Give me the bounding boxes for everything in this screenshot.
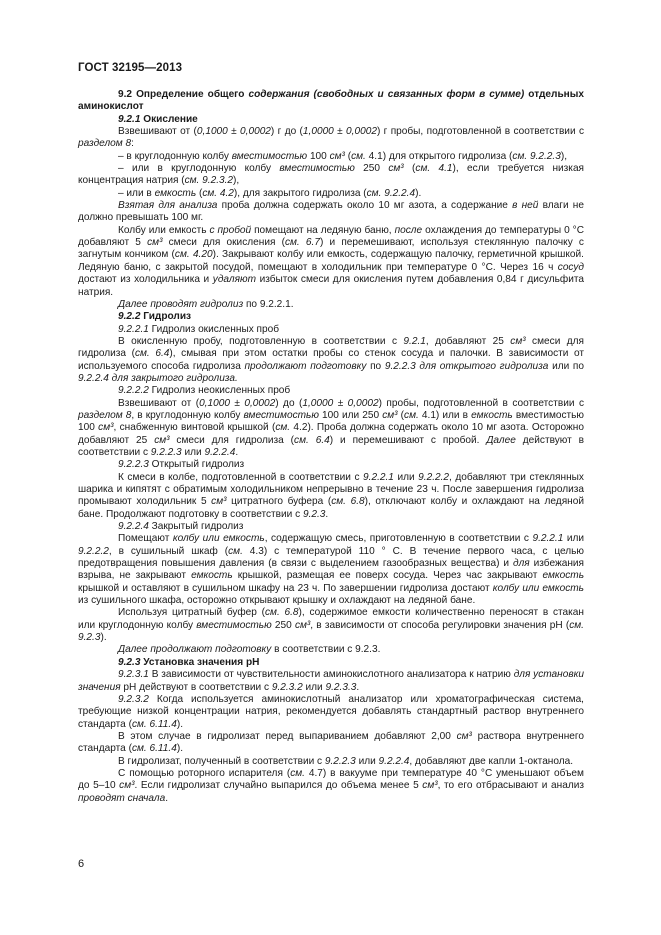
text-run: см. 6.4 [134, 348, 170, 360]
text-run: 9.2.2.2 [78, 545, 109, 557]
text-run: Установка значения pH [140, 656, 260, 668]
text-run: см³ [147, 237, 163, 249]
paragraph-oxidation-procedure [78, 225, 584, 299]
text-run: вместимостью [243, 409, 319, 421]
text-run: 9.2.2.1 [532, 533, 564, 545]
text-run: 100 или 250 [318, 409, 383, 421]
text-run: с пробой [209, 224, 252, 236]
text-run: вместимостью 100 [78, 409, 585, 434]
text-run: удаляют [212, 274, 257, 286]
text-run: ( [196, 187, 203, 199]
text-run: В гидролизат, полученный в соответствии с [118, 755, 325, 767]
text-run: Взвешивают от ( [118, 397, 200, 409]
text-run: – в круглодонную колбу [118, 150, 232, 162]
text-run: ( [403, 163, 416, 175]
text-run: см³ [388, 163, 404, 175]
text-run: см. [351, 150, 366, 162]
text-run: ) г пробы, подготовленной в соответствии с [376, 126, 584, 138]
text-run: влаги не должно превышать 100 мг. [78, 200, 584, 224]
text-run: отдельных аминокислот [78, 89, 584, 113]
text-run: см. 4.20 [174, 249, 213, 261]
text-run: для [513, 558, 530, 570]
text-run: ) пробы, подготовленной в соответствии с [378, 397, 584, 409]
text-run: – или в [118, 187, 155, 199]
paragraph-unoxidized-hydrolysis [78, 398, 584, 460]
text-run: В окисленную пробу, подготовленную в соответствии с [118, 335, 404, 347]
text-run: 9.2.1 [403, 335, 426, 347]
text-run: , добавляют 25 [425, 335, 511, 347]
text-run: ). [100, 632, 107, 644]
list-item-low-sodium [78, 163, 584, 188]
text-run: 4.3) с температурой 110 ° С. В течение первого часа, с целью предотвращения повышения давления (в связи с выделением газообразных вещества) и [78, 545, 584, 570]
text-run: Гидролиз окисленных проб [148, 323, 280, 335]
text-run: см³ [119, 780, 135, 792]
text-run: емкость [542, 570, 585, 582]
text-run: см³ [510, 335, 526, 347]
text-run: 9.2.2.4 для закрытого гидролиза. [78, 372, 238, 384]
text-run: см³ [294, 619, 311, 631]
text-run: см. [228, 545, 243, 557]
text-run: 9.2.2.3 [118, 459, 149, 471]
text-run: см. [275, 422, 291, 434]
clause-heading-9-2-2-4 [78, 521, 584, 533]
subsection-heading-9-2-1 [78, 114, 584, 126]
text-run: 9.2.2.3 [324, 755, 356, 767]
text-run: , то его отбрасывают и анализ [437, 780, 584, 792]
text-run: проводят сначала [78, 792, 166, 804]
text-run: см. 6.8 [264, 607, 299, 619]
text-run: 9.2.2.4 [118, 521, 149, 533]
text-run: ). Закрывают колбу или емкость, содержащую палочку, герметичной крышкой. Ледяную баню, с закрытой посудой, помещают в холодильник при температуре 0 °С. Через 16 ч [78, 249, 584, 273]
text-run: крышкой и оставляют в сушильном шкафу на 23 ч. По завершении гидролиза достают [78, 582, 493, 594]
clause-heading-9-2-2-3 [78, 459, 584, 471]
text-run: см³ [382, 409, 398, 421]
document-code-header: ГОСТ 32195—2013 [78, 62, 183, 74]
text-run: , снабженную винтовой крышкой ( [113, 422, 276, 434]
text-run: 9.2.3 [118, 656, 141, 668]
text-run: ), [233, 175, 240, 187]
text-run: вместимостью [231, 150, 308, 162]
text-run: , добавляют три стеклянных шарика и кипятят с обратимым холодильником непрерывно в течение 23 ч. После завершения гидролиза промывают холодильник 5 [78, 471, 584, 508]
text-run: 9.2.2.1 [363, 471, 394, 483]
text-run: ) и перемешивают с пробой. [329, 434, 487, 446]
section-heading-9-2 [78, 89, 584, 114]
text-run: 9.2.2.3 [150, 446, 182, 458]
text-run: или [302, 681, 326, 693]
text-run: . [165, 792, 169, 804]
text-run: : [131, 138, 134, 150]
paragraph-weigh-sample [78, 126, 584, 151]
text-run: проба должна содержать около 10 мг азота, а содержание [217, 200, 513, 212]
text-run: , содержащую смесь, приготовленную в соответствии с [264, 533, 533, 545]
paragraph-closed-hydrolysis [78, 533, 584, 607]
paragraph-sample-nitrogen [78, 200, 584, 225]
text-run: см. [404, 409, 419, 421]
text-run: или [355, 755, 379, 767]
text-run: смеси для гидролиза ( [169, 434, 295, 446]
text-run: см³ [456, 730, 472, 742]
text-run: действуют в соответствии с [78, 434, 585, 458]
clause-9-2-3-1 [78, 669, 584, 694]
text-run: колбу или емкость [492, 582, 584, 594]
text-run: 0,1000 ± 0,0002 [199, 397, 276, 409]
text-run: ), [560, 150, 568, 162]
text-run: ). [176, 718, 183, 730]
paragraph-oxidized-hydrolysis [78, 336, 584, 385]
text-run: см³ [98, 422, 114, 434]
text-run: содержания (свободных и связанных форм в сумме) [248, 89, 525, 100]
text-run: 9.2.2.3 для открытого гидролиза [384, 360, 549, 372]
text-run: Далее проводят гидролиз [118, 298, 244, 310]
text-run: продолжают подготовку [244, 360, 367, 372]
text-run: избыток смеси для окисления путем добавления 0,84 г дисульфита натрия. [78, 274, 585, 298]
text-run: – или в круглодонную колбу [118, 163, 280, 175]
text-run: ( [344, 150, 352, 162]
text-run: см³ [211, 496, 227, 508]
text-run: см. 6.4 [294, 434, 330, 446]
text-run: К смеси в колбе, подготовленной в соответствии с [118, 471, 364, 483]
text-run: 9.2.3.1 [118, 669, 149, 681]
text-run: ). [415, 187, 422, 199]
text-run: 4.7) в вакууме при температуре 40 °С уменьшают объем до 5–10 [78, 767, 584, 792]
text-run: ) г до ( [270, 126, 303, 138]
text-run: разделом 8 [78, 409, 132, 421]
text-run: крышкой, размещая ее поверх сосуда. Через час закрывают [232, 570, 543, 582]
paragraph-next-hydrolysis [78, 299, 584, 311]
text-run: 0,1000 ± 0,0002 [196, 126, 271, 138]
subsection-heading-9-2-3 [78, 657, 584, 669]
text-run: Взятая для анализа [118, 200, 218, 212]
text-run: вместимостью [279, 163, 355, 175]
text-run: 100 [307, 150, 330, 162]
text-run: 1,0000 ± 0,0002 [302, 397, 379, 409]
text-run: 250 [271, 619, 295, 631]
text-run: ). [176, 743, 183, 755]
clause-heading-9-2-2-2 [78, 385, 584, 397]
text-run: см³ [422, 780, 438, 792]
text-run: или [393, 471, 419, 483]
text-run: см. 9.2.3.2 [184, 175, 234, 187]
text-run: см. 4.1 [415, 163, 453, 175]
text-run: 4.1) для открытого гидролиза ( [365, 150, 513, 162]
text-run: по [366, 360, 385, 372]
text-run: емкость [154, 187, 197, 199]
text-run: Далее [486, 434, 516, 446]
page-number: 6 [78, 858, 85, 870]
text-run: в ней [512, 200, 539, 212]
text-run: 9.2.2.1 [118, 323, 149, 335]
text-run: охлаждения до температуры 0 °С добавляют 5 [78, 224, 584, 249]
text-run: . Если гидролизат случайно выпарился до объема менее 5 [134, 780, 423, 792]
text-run: , в круглодонную колбу [131, 409, 244, 421]
text-run: см. 6.11.4 [131, 743, 177, 755]
subsection-heading-9-2-2 [78, 311, 584, 323]
text-run: 9.2.2 [118, 311, 141, 323]
text-run: 9.2.3.2 [271, 681, 303, 693]
text-run: С помощью роторного испарителя ( [118, 767, 291, 779]
list-item-closed-hydrolysis [78, 188, 584, 200]
text-run: см. 6.7 [284, 237, 320, 249]
text-run: раствора внутреннего стандарта ( [78, 730, 584, 755]
text-run: в соответствии с 9.2.3. [271, 644, 381, 656]
text-run: , добавляют две капли 1-октанола. [409, 755, 574, 767]
text-run: Далее продолжают подготовку [118, 644, 272, 656]
text-run: см. 4.2 [202, 187, 234, 199]
text-run: сосуд [557, 261, 584, 273]
text-run: Гидролиз [140, 311, 192, 323]
text-run: 9.2.2.2 [418, 471, 450, 483]
text-run: Открытый гидролиз [148, 459, 245, 471]
text-run: . [235, 446, 239, 458]
text-run: 9.2.1 [118, 113, 141, 125]
text-run: или [563, 533, 584, 545]
text-run: Гидролиз неокисленных проб [148, 385, 291, 397]
text-run: 250 [354, 163, 389, 175]
text-run: , в зависимости от способа регулировки значения pH ( [310, 619, 570, 631]
text-run: ) и перемешивают, используя стеклянную палочку с загнутым кончиком ( [78, 237, 584, 261]
paragraph-octanol [78, 756, 584, 768]
text-run: для установки значения [78, 669, 584, 693]
text-run: Окисление [140, 113, 198, 125]
text-run: 9.2.3 [302, 508, 326, 520]
text-run: см³ [154, 434, 170, 446]
text-run: 9.2.2.4 [204, 446, 236, 458]
text-run: емкость [191, 570, 233, 582]
list-item-open-hydrolysis [78, 151, 584, 163]
text-run: ( [397, 409, 405, 421]
clause-heading-9-2-2-1 [78, 324, 584, 336]
text-run: pH действуют в соответствии с [120, 681, 272, 693]
text-run: Закрытый гидролиз [148, 521, 244, 533]
text-run: смеси для окисления ( [162, 237, 285, 249]
clause-9-2-3-2 [78, 694, 584, 731]
text-run: Взвешивают от ( [118, 126, 197, 138]
text-run: Когда используется аминокислотный анализатор или хроматографическая система, требующие низкой концентрации натрия, рекомендуется добавлять стандартный раствор внутреннего стандарта ( [78, 693, 584, 730]
paragraph-citrate-transfer [78, 607, 584, 644]
text-run: , в сушильный шкаф ( [108, 545, 229, 557]
text-run: см. 6.11.4 [131, 718, 177, 730]
text-run: 9.2.3.2 [118, 693, 149, 705]
text-run: колбу или емкость [172, 533, 265, 545]
text-run: после [394, 224, 423, 236]
text-run: В зависимости от чувствительности аминокислотного анализатора к натрию [148, 669, 514, 681]
text-run: см. 9.2.3 [78, 619, 584, 644]
text-run: ), отключают колбу и охлаждают на ледяной бане. Продолжают подготовку в соответствии с [78, 496, 584, 520]
text-run: см. 6.8 [331, 496, 365, 508]
text-run: избежания взрыва, не закрывают [78, 558, 585, 582]
text-run: см. [290, 767, 305, 779]
text-run: Помещают [118, 533, 173, 545]
paragraph-internal-standard [78, 731, 584, 756]
text-run: или по [548, 360, 584, 372]
text-run: 1,0000 ± 0,0002 [302, 126, 377, 138]
text-run: 9.2.2.4 [378, 755, 410, 767]
text-run: 9.2.2.2 [118, 385, 149, 397]
text-run: ), для закрытого гидролиза ( [233, 187, 367, 199]
text-run: 9.2.3.3 [325, 681, 357, 693]
text-run: по 9.2.2.1. [243, 298, 294, 310]
text-run: В этом случае в гидролизат перед выпариванием добавляют 2,00 [118, 730, 457, 742]
text-run: . [325, 508, 329, 520]
text-run: 4.2). Проба должна содержать около 10 мг азота. Осторожно добавляют 25 [78, 422, 584, 446]
text-run: ), содержимое емкости количественно переносят в стакан или круглодонную колбу [78, 607, 584, 631]
text-run: 9.2 Определение общего [118, 89, 249, 100]
text-run: ) до ( [275, 397, 303, 409]
text-run: 4.1) или в [418, 409, 472, 421]
text-run: см³ [329, 150, 345, 162]
text-run: вместимостью [196, 619, 272, 631]
text-run: цитратного буфера ( [226, 496, 332, 508]
text-run: см. 9.2.2.4 [366, 187, 416, 199]
text-run: Колбу или емкость [118, 224, 210, 236]
text-run: Используя цитратный буфер ( [118, 607, 265, 619]
paragraph-open-hydrolysis [78, 472, 584, 521]
text-run: емкость [471, 409, 513, 421]
document-body [78, 89, 584, 805]
paragraph-continue-9-2-3 [78, 644, 584, 656]
text-run: достают из холодильника и [78, 274, 213, 286]
text-run: помещают на ледяную баню, [251, 224, 395, 236]
text-run: . [356, 681, 360, 693]
text-run: или [181, 446, 205, 458]
text-run: ), если требуется низкая концентрация натрия ( [78, 163, 585, 187]
text-run: из сушильного шкафа, осторожно открывают крышку и охлаждают на ледяной бане. [78, 595, 476, 607]
text-run: см. 9.2.2.3 [512, 150, 561, 162]
text-run: смеси для гидролиза ( [78, 335, 584, 360]
text-run: разделом 8 [78, 138, 132, 150]
text-run: ), смывая при этом остатки пробы со стенок сосуда и палочки. В зависимости от используемого способа гидролиза [78, 348, 584, 372]
paragraph-rotary-evaporator [78, 768, 584, 805]
